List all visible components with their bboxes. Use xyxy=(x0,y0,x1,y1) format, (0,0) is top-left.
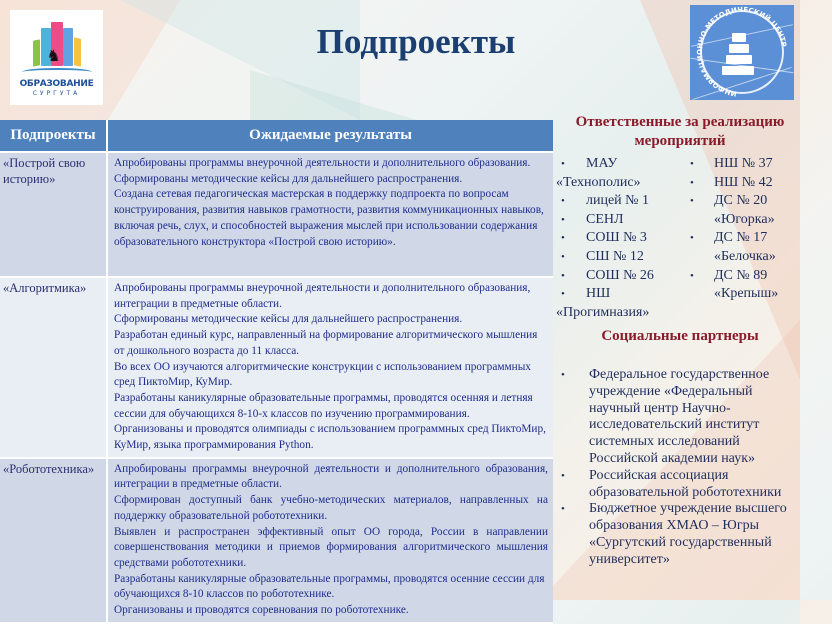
result-line: Выявлен и распространен эффективный опыт ОО города, России в направлении совершенствования методики и приемов формирования алгоритмического мышления средствами робототехники. xyxy=(114,525,548,569)
partners-list xyxy=(558,367,800,569)
bullet-icon: • xyxy=(561,232,565,245)
bullet-icon: • xyxy=(561,469,565,482)
list-item: • Российская ассоциация образовательной робототехники xyxy=(561,467,782,500)
list-item: • ДС № 17 «Белочка» xyxy=(690,230,776,264)
logo-methodical-center xyxy=(690,5,794,100)
list-item: • ДС № 20 «Югорка» xyxy=(690,193,775,227)
list-item: • НШ «Прогимназия» xyxy=(556,286,650,320)
table-row xyxy=(0,277,553,458)
bullet-icon: • xyxy=(690,176,694,189)
result-line: Апробированы программы внеурочной деятельности и дополнительного образования. xyxy=(114,157,531,169)
logo-subtitle: СУРГУТА xyxy=(32,90,81,97)
list-item: • СШ № 12 xyxy=(556,248,674,267)
list-item: • МАУ «Технополис» xyxy=(556,156,641,190)
column-header-subprojects: Подпроекты xyxy=(0,120,107,152)
list-item: • СОШ № 26 xyxy=(556,267,674,286)
subproject-name: «Алгоритмика» xyxy=(0,277,107,458)
bullet-icon: • xyxy=(561,158,565,170)
page-title: Подпроекты xyxy=(316,22,516,61)
bullet-icon: • xyxy=(690,195,694,208)
result-line: Во всех ОО изучаются алгоритмические конструкции с использованием программных сред ПиктоМир, КуМир. xyxy=(114,360,531,389)
result-line: Создана сетевая педагогическая мастерская в поддержку подпроекта по вопросам конструирования, развития навыков грамотности, развития коммуникационных навыков, включая речь, слух, и способностей выражения мыслей при использовании содержания образовательного конструктора «Построй свою историю». xyxy=(114,188,544,248)
subproject-name: «Построй свою историю» xyxy=(0,152,107,277)
responsible-list-b xyxy=(682,155,800,304)
list-item: • Бюджетное учреждение высшего образования ХМАО – Югры «Сургутский государственный университет» xyxy=(561,501,787,567)
bullet-icon: • xyxy=(561,288,565,301)
subprojects-table xyxy=(0,120,553,624)
partners-section-title: Социальные партнеры xyxy=(601,328,759,344)
open-book-icon xyxy=(22,68,92,76)
bullet-icon: • xyxy=(690,232,694,245)
svg-text:ИНФОРМАЦИОННО-МЕТОДИЧЕСКИЙ ЦЕН: ИНФОРМАЦИОННО-МЕТОДИЧЕСКИЙ ЦЕНТР xyxy=(696,5,788,98)
horse-icon: ♞ xyxy=(46,48,61,65)
result-line: Апробированы программы внеурочной деятельности и дополнительного образования, интеграции в предметные области. xyxy=(114,462,548,491)
bullet-icon: • xyxy=(561,213,565,226)
bullet-icon: • xyxy=(561,269,565,282)
result-line: Разработаны каникулярные образовательные программы, проводятся осенняя и летняя сессии для обучающихся 8-10-х классов по изучению программирования. xyxy=(114,391,533,420)
expected-results-cell xyxy=(107,458,553,623)
subproject-name: «Робототехника» xyxy=(0,458,107,623)
bullet-icon: • xyxy=(561,369,565,381)
table-header-row xyxy=(0,120,553,152)
result-line: Сформированы методические кейсы для дальнейшего распространения. xyxy=(114,172,463,185)
table-row xyxy=(0,152,553,277)
responsible-section-title: Ответственные за реализацию мероприятий xyxy=(575,114,785,149)
responsible-list-a xyxy=(556,155,674,322)
bullet-icon: • xyxy=(561,503,565,516)
list-item: • СОШ № 3 xyxy=(556,229,674,248)
list-item: • НШ № 42 xyxy=(682,174,800,193)
bullet-icon: • xyxy=(561,250,565,263)
bullet-icon: • xyxy=(690,158,694,170)
bullet-icon: • xyxy=(561,195,565,208)
result-line: Организованы и проводятся олимпиады с использованием программных сред ПиктоМир, КуМир, языка программирования Python. xyxy=(114,423,546,452)
result-line: Сформирован доступный банк учебно-методических материалов, направленных на поддержку образовательной робототехники. xyxy=(114,494,548,522)
result-line: Апробированы программы внеурочной деятельности и дополнительного образования, интеграции в предметные области. xyxy=(114,282,531,310)
list-item: • НШ № 37 xyxy=(682,155,800,174)
expected-results-cell xyxy=(107,152,553,277)
result-line: Организованы и проводятся соревнования по робототехнике. xyxy=(114,604,409,617)
list-item: • ДС № 89 «Крепыш» xyxy=(690,267,779,302)
bullet-icon: • xyxy=(690,269,694,282)
list-item: • СЕНЛ xyxy=(556,211,674,230)
result-line: Сформированы методические кейсы для дальнейшего распространения. xyxy=(114,313,463,326)
column-header-expected-results: Ожидаемые результаты xyxy=(107,120,553,152)
list-item: • лицей № 1 xyxy=(556,192,674,211)
steps-icon xyxy=(726,33,754,77)
list-item: • Федеральное государственное учреждение «Федеральный научный центр Научно-исследовательский институт системных исследований Российской академии наук» xyxy=(561,367,770,466)
result-line: Разработан единый курс, направленный на формирование алгоритмического мышления от дошкольного возраста до 11 класса. xyxy=(114,329,538,357)
logo-title: ОБРАЗОВАНИЕ xyxy=(19,79,94,89)
result-line: Разработаны каникулярные образовательные программы, проводятся осенние сессии для обучающихся 8-10 классов по робототехнике. xyxy=(114,572,545,601)
table-row xyxy=(0,458,553,623)
expected-results-cell xyxy=(107,277,553,458)
